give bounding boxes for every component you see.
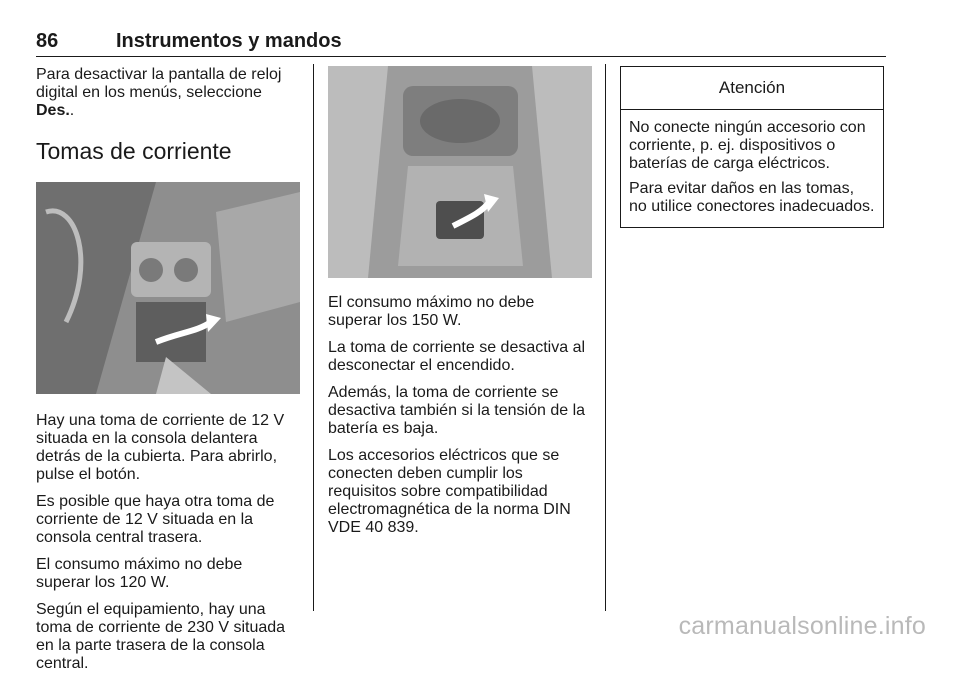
page-title: Instrumentos y mandos [116, 30, 342, 52]
rear-console-socket-photo [328, 66, 592, 278]
intro-paragraph: Para desactivar la pantalla de reloj digital en los menús, seleccione Des.. [36, 66, 282, 119]
paragraph: Los accesorios eléctricos que se conecten deben cumplir los requisitos sobre compatibilidad electromagnética de la norma DIN VDE 40 839. [328, 447, 571, 536]
notice-paragraph: Para evitar daños en las tomas, no utilice conectores inadecuados. [629, 180, 875, 215]
paragraph: Hay una toma de corriente de 12 V situada en la consola delantera detrás de la cubierta. Para abrirlo, pulse el botón. [36, 412, 285, 483]
menu-option-des: Des. [36, 102, 70, 119]
front-console-socket-photo [36, 182, 300, 394]
page-header [36, 30, 886, 52]
header-rule [36, 56, 886, 57]
paragraph: La toma de corriente se desactiva al desconectar el encendido. [328, 339, 586, 374]
page-number: 86 [36, 30, 59, 52]
column-left [36, 66, 300, 682]
watermark: carmanualsonline.info [678, 612, 926, 640]
column-right [620, 66, 886, 228]
paragraph: Es posible que haya otra toma de corriente de 12 V situada en la consola central trasera. [36, 493, 275, 546]
column-divider-2 [605, 64, 606, 611]
paragraph: El consumo máximo no debe superar los 150 W. [328, 294, 535, 329]
notice-box [620, 66, 884, 228]
column-divider-1 [313, 64, 314, 611]
notice-title: Atención [621, 67, 883, 110]
notice-paragraph: No conecte ningún accesorio con corriente, p. ej. dispositivos o baterías de carga eléctricos. [629, 119, 866, 172]
paragraph: Además, la toma de corriente se desactiva también si la tensión de la batería es baja. [328, 384, 586, 437]
section-heading: Tomas de corriente [36, 138, 232, 164]
paragraph: Según el equipamiento, hay una toma de corriente de 230 V situada en la parte trasera de la consola central. [36, 601, 286, 672]
notice-body [621, 110, 883, 227]
paragraph: El consumo máximo no debe superar los 120 W. [36, 556, 243, 591]
column-middle [328, 66, 592, 546]
